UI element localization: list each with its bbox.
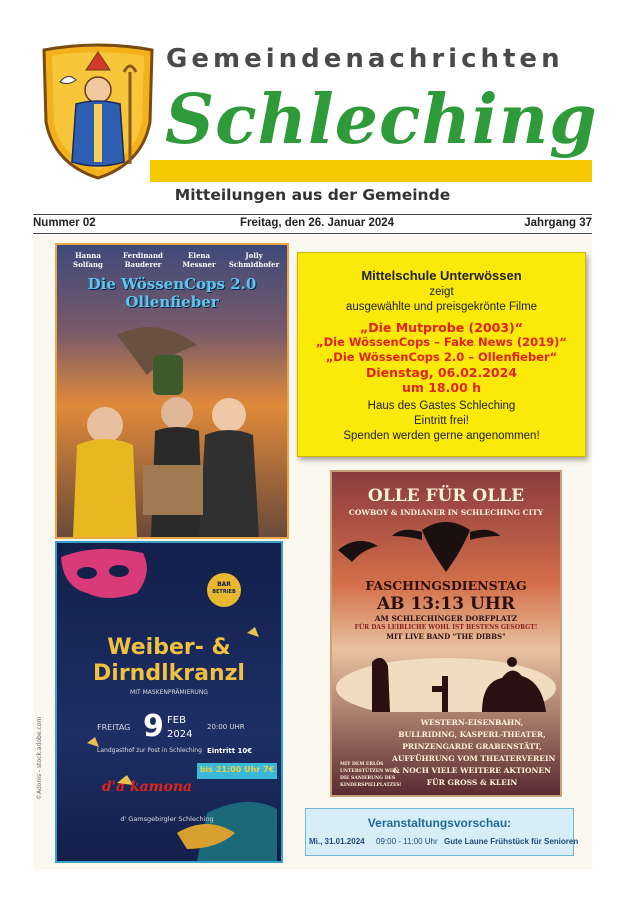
event-year: 2024 (167, 729, 193, 740)
cast-surname: Solfang (73, 260, 103, 269)
event-weekday: FREITAG (97, 723, 131, 732)
screening-venue: Haus des Gastes Schleching (367, 400, 516, 412)
film-title: „Die WössenCops – Fake News (2019)“ (316, 335, 567, 349)
poster-wossencops (55, 243, 289, 539)
poster-weiber-dirndlkranzl (55, 541, 283, 863)
organizer: d' Gamsgebirgler Schleching (120, 815, 214, 823)
late-entry-price: bis 21:00 Uhr 7€ (199, 765, 275, 774)
bar-label: BETRIEB (212, 589, 236, 595)
olle-day: FASCHINGSDIENSTAG (365, 578, 527, 593)
olle-support: MIT DEM ERLÖS (340, 762, 384, 767)
event-day: 9 (143, 709, 164, 744)
cast-surname: Messner (182, 260, 216, 269)
olle-food: FÜR DAS LEIBLICHE WOHL IST BESTENS GESORGT! (354, 624, 538, 631)
weiber-title: Weiber- & (107, 635, 231, 660)
event-time: 20:00 UHR (207, 723, 245, 731)
newspaper-title-top: Gemeindenachrichten (166, 44, 564, 74)
issue-volume: Jahrgang 37 (524, 217, 592, 229)
band-name: d'a kamona (101, 779, 193, 795)
preview-heading: Veranstaltungsvorschau: (367, 816, 512, 830)
cast-name: Jolly (245, 251, 263, 260)
bar-label: BAR (217, 581, 231, 588)
olle-time: AB 13:13 UHR (376, 594, 515, 614)
olle-support: DIE SANIERUNG DES (340, 776, 396, 781)
newspaper-title-main: Schleching (165, 80, 598, 160)
event-preview-box (305, 808, 579, 856)
school-name: Mittelschule Unterwössen (361, 268, 522, 283)
cast-surname: Schmidhofer (228, 260, 280, 269)
film-title: „Die WössenCops 2.0 – Ollenfieber“ (325, 350, 558, 364)
film-screening-box (297, 252, 586, 457)
olle-subtitle: COWBOY & INDIANER IN SCHLECHING CITY (348, 508, 544, 517)
event-venue: Landgasthof zur Post in Schleching (97, 747, 202, 754)
line-films: ausgewählte und preisgekrönte Filme (345, 301, 538, 313)
event-month: FEB (167, 715, 186, 726)
film-title: „Die Mutprobe (2003)“ (360, 320, 523, 335)
cast-name: Ferdinand (123, 251, 163, 260)
olle-act: PRINZENGARDE GRABENSTÄTT, (402, 742, 542, 751)
poster-olle-fuer-olle (330, 470, 562, 797)
newspaper-subtitle: Mitteilungen aus der Gemeinde (174, 186, 451, 204)
olle-support: KINDERSPIELPLATZES! (340, 783, 402, 788)
olle-act: & NOCH VIELE WEITERE AKTIONEN (393, 766, 551, 775)
olle-act: BULLRIDING, KASPERL-THEATER, (398, 730, 546, 739)
olle-act: AUFFÜHRUNG VOM THEATERVEREIN (392, 754, 556, 763)
issue-date: Freitag, den 26. Januar 2024 (240, 217, 395, 229)
event-entry: Eintritt 10€ (207, 747, 253, 755)
issue-number: Nummer 02 (33, 217, 96, 229)
mask-award: MIT MASKENPRÄMIERUNG (130, 689, 208, 696)
screening-donations: Spenden werden gerne angenommen! (343, 430, 540, 442)
cast-surname: Bauderer (124, 260, 162, 269)
mask-decoration (57, 543, 281, 861)
wossencops-subtitle: Ollenfieber (125, 293, 219, 311)
olle-place: AM SCHLECHINGER DORFPLATZ (374, 614, 518, 623)
western-silhouettes (332, 642, 560, 712)
preview-event-name: Gute Laune Frühstück für Senioren (444, 837, 579, 846)
line-zeigt: zeigt (429, 286, 454, 298)
cast-name: Hanna (75, 251, 101, 260)
screening-time: um 18.00 h (401, 380, 482, 395)
wossencops-title: Die WössenCops 2.0 (87, 275, 257, 293)
bull-skull-icon (332, 520, 560, 578)
screening-date: Dienstag, 06.02.2024 (365, 365, 517, 380)
olle-title: OLLE FÜR OLLE (367, 486, 525, 506)
screening-entry: Eintritt frei! (414, 415, 469, 427)
photo-credit: ©Adonis - stock.adobe.com (36, 716, 43, 800)
coat-of-arms-icon (38, 42, 158, 182)
olle-band: MIT LIVE BAND "THE DIBBS" (386, 632, 506, 641)
olle-act: WESTERN-EISENBAHN, (420, 718, 524, 727)
masthead-yellow-band (150, 160, 592, 182)
preview-event-date: Mi., 31.01.2024 (309, 837, 365, 846)
preview-event-time: 09:00 - 11:00 Uhr (376, 837, 438, 846)
wossencops-photo (57, 315, 287, 537)
olle-act: FÜR GROSS & KLEIN (426, 778, 518, 787)
olle-support: UNTERSTÜTZEN WIR (340, 769, 396, 774)
cast-name: Elena (187, 251, 211, 260)
header-rule-top (33, 214, 592, 215)
weiber-title-2: Dirndlkranzl (93, 661, 245, 686)
header-rule-bottom (33, 233, 592, 234)
